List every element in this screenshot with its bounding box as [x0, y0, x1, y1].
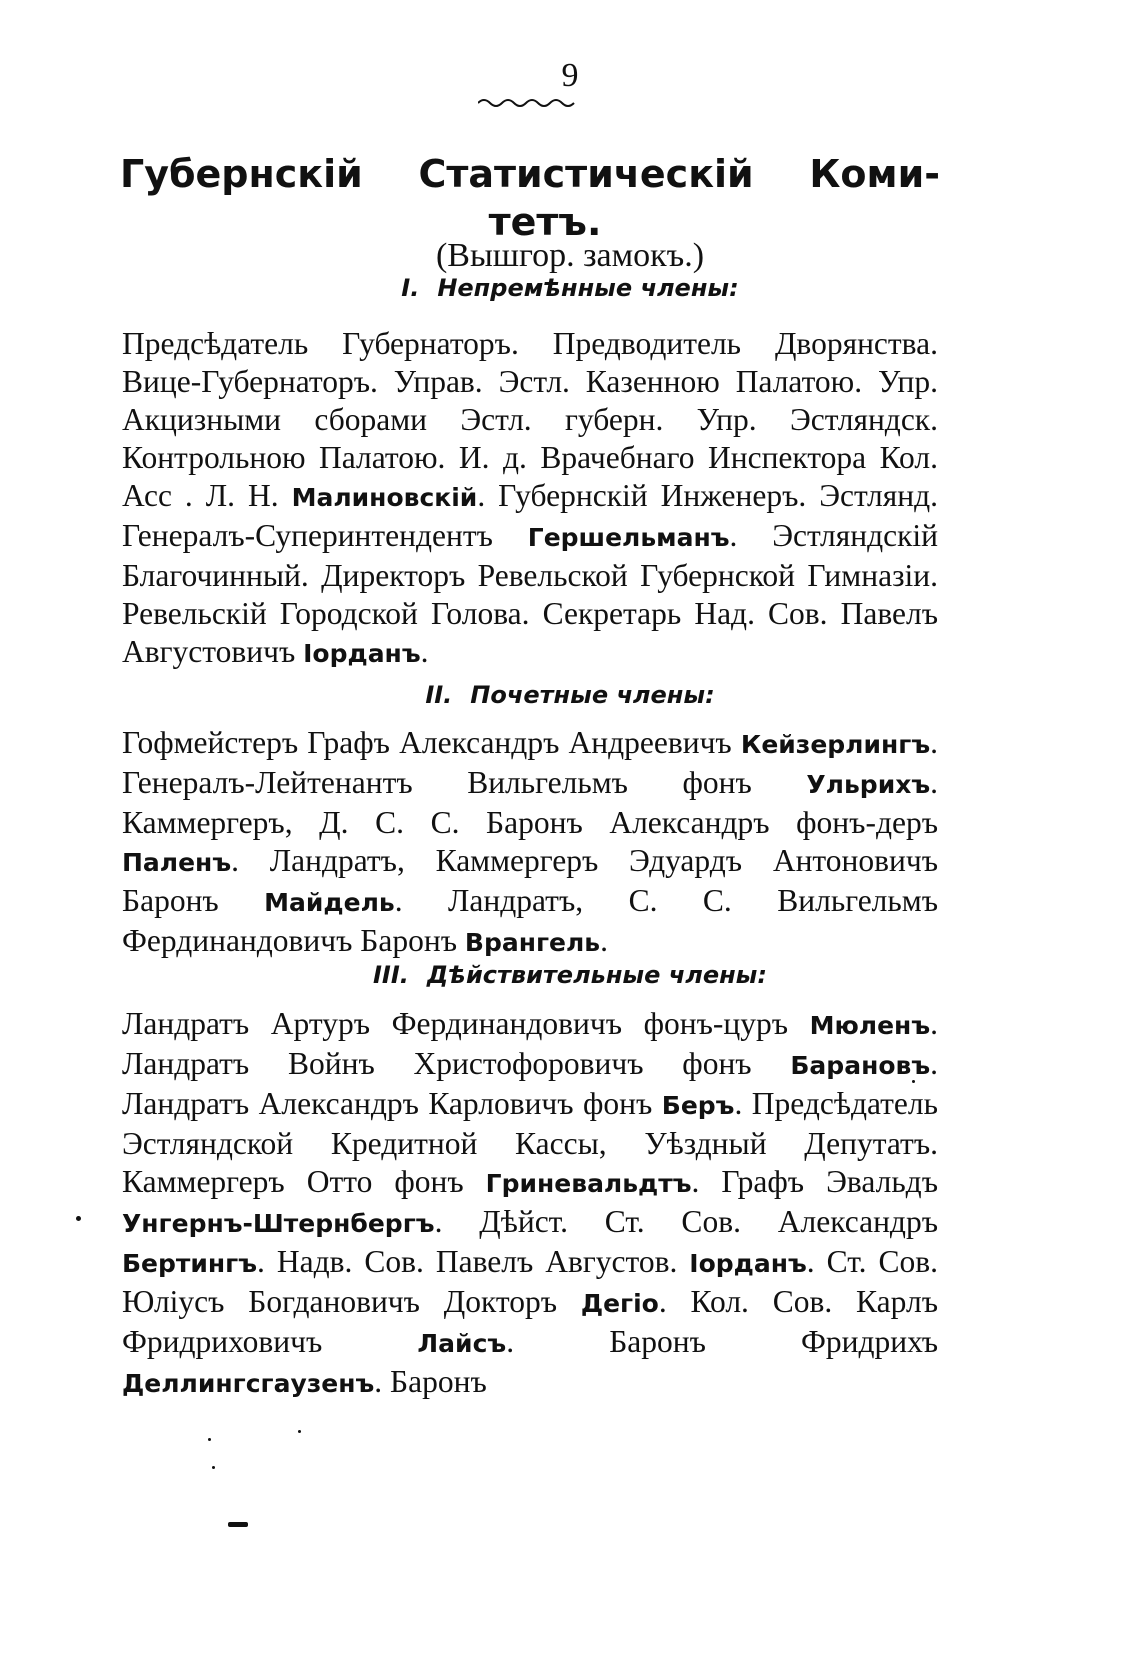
person-name: Кейзерлингъ [740, 730, 931, 759]
text-run: . Предсѣдатель Эстляндской Кредитной Кассы, Уѣздный Депутатъ. Каммергеръ Отто фонъ [122, 1086, 938, 1199]
text-run: . Ландратъ, Каммергеръ Эдуардъ Антоновичъ Баронъ [122, 843, 938, 918]
person-name: Паленъ [122, 848, 232, 877]
text-run: Ландратъ Артуръ Фердинандовичъ фонъ-цуръ [122, 1006, 810, 1041]
section-title: Почетные члены: [470, 681, 715, 709]
text-run: . Ст. Сов. Юліусъ Богдановичъ Докторъ [122, 1244, 938, 1319]
person-name: Мюленъ [809, 1011, 931, 1040]
title-word: Статистическій [418, 152, 754, 196]
text-run: . Баронъ Фридрихъ [506, 1324, 938, 1359]
text-run: . Надв. Сов. Павелъ Августов. [257, 1244, 690, 1279]
title-word: Коми- [809, 152, 940, 196]
section-numeral: II. [425, 681, 453, 709]
text-run: . Каммергеръ, Д. С. С. Баронъ Александръ фонъ-деръ [122, 765, 938, 840]
person-name: Бертингъ [122, 1249, 258, 1278]
text-run: . Баронъ [374, 1364, 487, 1399]
text-run: . [600, 923, 608, 958]
section-heading-honorary [0, 680, 1140, 710]
text-run: . Ландратъ Войнъ Христофоровичъ фонъ [122, 1006, 938, 1081]
scan-speck [912, 1080, 915, 1083]
scan-speck [228, 1522, 248, 1527]
person-name: Іорданъ [689, 1249, 807, 1278]
section-heading-permanent [0, 273, 1140, 303]
section-numeral: I. [401, 274, 420, 302]
section-heading-active [0, 960, 1140, 990]
person-name: Гершельманъ [527, 523, 730, 552]
person-name: Гриневальдтъ [485, 1169, 692, 1198]
text-run: Гофмейстеръ Графъ Александръ Андреевичъ [122, 725, 741, 760]
person-name: Барановъ [790, 1051, 931, 1080]
scan-speck [208, 1438, 211, 1441]
scan-speck [212, 1466, 215, 1469]
text-run: . Губернскій Инженеръ. Эстлянд. Генералъ-Суперинтендентъ [122, 478, 938, 553]
text-run: Предсѣдатель Губернаторъ. Предводитель Дворянства. Вице-Губернаторъ. Управ. Эстл. Казенною Палатою. Упр. Акцизными сборами Эстл. губерн. Упр. Эстляндск. Контрольною Палатою. И. д. Врачебнаго Инспектора Кол. Асс . Л. Н. [122, 326, 938, 513]
text-run: . [420, 634, 429, 669]
scan-speck [76, 1216, 81, 1221]
location-subtitle: (Вышгор. замокъ.) [435, 237, 705, 274]
person-name: Дегіо [580, 1289, 659, 1318]
page-number-ornament [478, 96, 576, 110]
person-name: Лайсъ [417, 1329, 507, 1358]
section-numeral: III. [373, 961, 409, 989]
person-name: Майдель [264, 888, 395, 917]
text-run: . Ландратъ, С. С. Вильгельмъ Фердинандовичъ Баронъ [122, 883, 938, 958]
person-name: Малиновскій [291, 483, 478, 512]
person-name: Беръ [661, 1091, 735, 1120]
text-run: . Генералъ-Лейтенантъ Вильгельмъ фонъ [122, 725, 938, 800]
page-title [120, 150, 940, 246]
person-name: Ульрихъ [806, 770, 931, 799]
person-name: Унгернъ-Штернбергъ [122, 1209, 435, 1238]
section-title: Непремѣнные члены: [437, 274, 739, 302]
title-continuation: тетъ. [488, 200, 602, 244]
person-name: Деллингсгаузенъ [122, 1369, 375, 1398]
person-name: Іорданъ [303, 639, 421, 668]
scan-speck [298, 1430, 301, 1433]
section-body-permanent [122, 325, 938, 673]
text-run: . Кол. Сов. Карлъ Фридриховичъ [122, 1284, 938, 1359]
section-title: Дѣйствительные члены: [426, 961, 767, 989]
person-name: Врангель [464, 928, 601, 957]
title-word: Губернскій [120, 152, 363, 196]
page-number: 9 [561, 57, 579, 94]
text-run: . Ландратъ Александръ Карловичъ фонъ [122, 1046, 938, 1121]
section-body-honorary [122, 724, 938, 962]
text-run: . Графъ Эвальдъ [691, 1164, 938, 1199]
text-run: . Дѣйст. Ст. Сов. Александръ [434, 1204, 938, 1239]
section-body-active [122, 1005, 938, 1403]
text-run: . Эстляндскій Благочинный. Директоръ Ревельской Губернской Гимназіи. Ревельскій Городской Голова. Секретарь Над. Сов. Павелъ Августовичъ [122, 518, 938, 669]
